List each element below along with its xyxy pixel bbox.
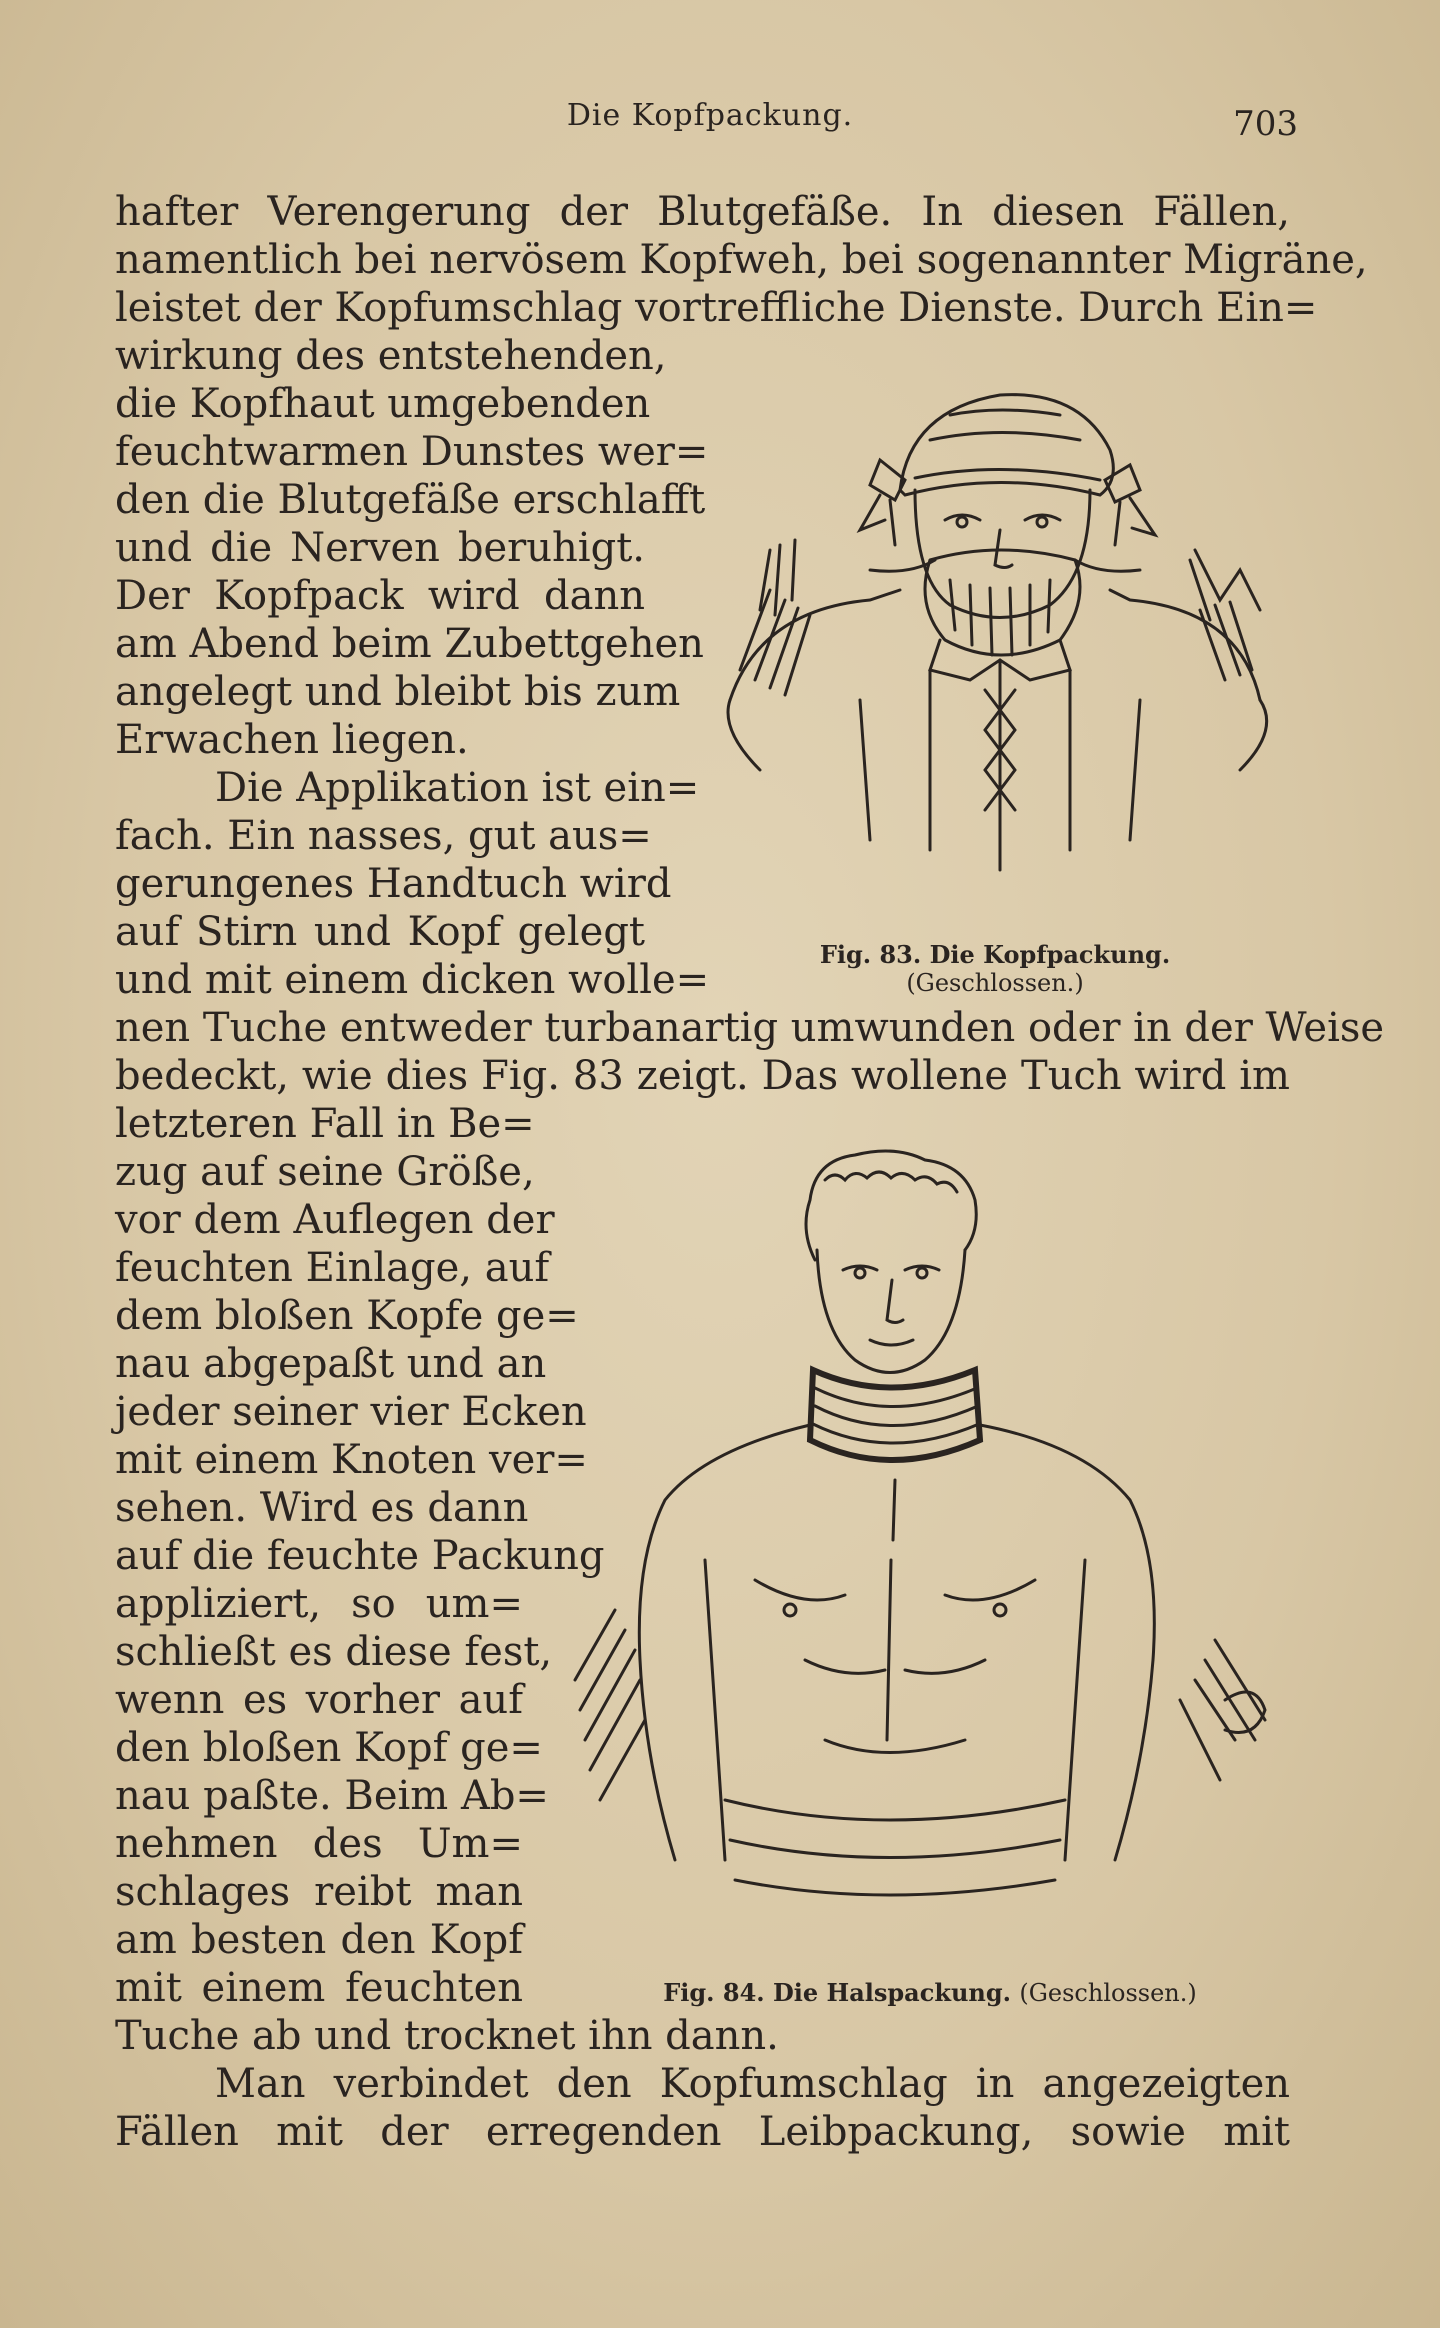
- text-line: schlages reibt man: [115, 1869, 523, 1915]
- text-line: auf Stirn und Kopf gelegt: [115, 909, 645, 955]
- text-line: mit einem feuchten: [115, 1965, 523, 2011]
- text-line: nau abgepaßt und an: [115, 1341, 547, 1387]
- text-line: Man verbindet den Kopfumschlag in angezeigten: [215, 2061, 1290, 2107]
- text-line: zug auf seine Größe,: [115, 1149, 535, 1195]
- text-line: feuchten Einlage, auf: [115, 1245, 550, 1291]
- figure-83-title: Fig. 83. Die Kopfpackung.: [819, 940, 1171, 969]
- text-line: auf die feuchte Packung: [115, 1533, 605, 1579]
- text-line: am Abend beim Zubettgehen: [115, 621, 704, 667]
- text-line: Der Kopfpack wird dann: [115, 573, 645, 619]
- text-line: hafter Verengerung der Blutgefäße. In diesen Fällen,: [115, 189, 1290, 235]
- text-line: den bloßen Kopf ge=: [115, 1725, 543, 1771]
- text-line: Tuche ab und trocknet ihn dann.: [115, 2013, 779, 2059]
- neck-wrap-torso: [555, 1140, 1285, 1960]
- head-wrap-portrait: [700, 370, 1280, 930]
- text-line: nau paßte. Beim Ab=: [115, 1773, 549, 1819]
- figure-83-caption: [760, 940, 1230, 997]
- figure-84-subtitle: (Geschlossen.): [1019, 1979, 1197, 2007]
- figure-83-illustration: [700, 370, 1280, 930]
- text-line: Erwachen liegen.: [115, 717, 469, 763]
- text-line: sehen. Wird es dann: [115, 1485, 529, 1531]
- text-line: gerungenes Handtuch wird: [115, 861, 672, 907]
- text-line: und die Nerven beruhigt.: [115, 525, 645, 571]
- text-line: dem bloßen Kopfe ge=: [115, 1293, 579, 1339]
- text-line: feuchtwarmen Dunstes wer=: [115, 429, 709, 475]
- text-line: wenn es vorher auf: [115, 1677, 523, 1723]
- text-line: fach. Ein nasses, gut aus=: [115, 813, 652, 859]
- figure-83-subtitle: (Geschlossen.): [906, 969, 1084, 997]
- text-line: angelegt und bleibt bis zum: [115, 669, 681, 715]
- text-line: Die Applikation ist ein=: [215, 765, 700, 811]
- text-line: Fällen mit der erregenden Leibpackung, sowie mit: [115, 2109, 1290, 2155]
- text-line: leistet der Kopfumschlag vortreffliche Dienste. Durch Ein=: [115, 285, 1318, 331]
- figure-84-illustration: [555, 1140, 1285, 1960]
- text-line: schließt es diese fest,: [115, 1629, 553, 1675]
- text-line: wirkung des entstehenden,: [115, 333, 667, 379]
- text-line: am besten den Kopf: [115, 1917, 523, 1963]
- text-line: nen Tuche entweder turbanartig umwunden oder in der Weise: [115, 1005, 1385, 1051]
- text-line: mit einem Knoten ver=: [115, 1437, 588, 1483]
- figure-84-title: Fig. 84. Die Halspackung.: [663, 1978, 1012, 2007]
- page-number: 703: [1233, 104, 1298, 144]
- text-line: bedeckt, wie dies Fig. 83 zeigt. Das wollene Tuch wird im: [115, 1053, 1290, 1099]
- text-line: den die Blutgefäße erschlafft: [115, 477, 706, 523]
- text-line: letzteren Fall in Be=: [115, 1101, 535, 1147]
- text-line: namentlich bei nervösem Kopfweh, bei sogenannter Migräne,: [115, 237, 1368, 283]
- running-header: Die Kopfpackung.: [566, 98, 854, 133]
- text-line: nehmen des Um=: [115, 1821, 523, 1867]
- text-line: vor dem Auflegen der: [115, 1197, 555, 1243]
- text-line: appliziert, so um=: [115, 1581, 523, 1627]
- text-line: jeder seiner vier Ecken: [115, 1389, 587, 1435]
- text-line: und mit einem dicken wolle=: [115, 957, 710, 1003]
- text-line: die Kopfhaut umgebenden: [115, 381, 651, 427]
- figure-84-caption: [600, 1978, 1260, 2007]
